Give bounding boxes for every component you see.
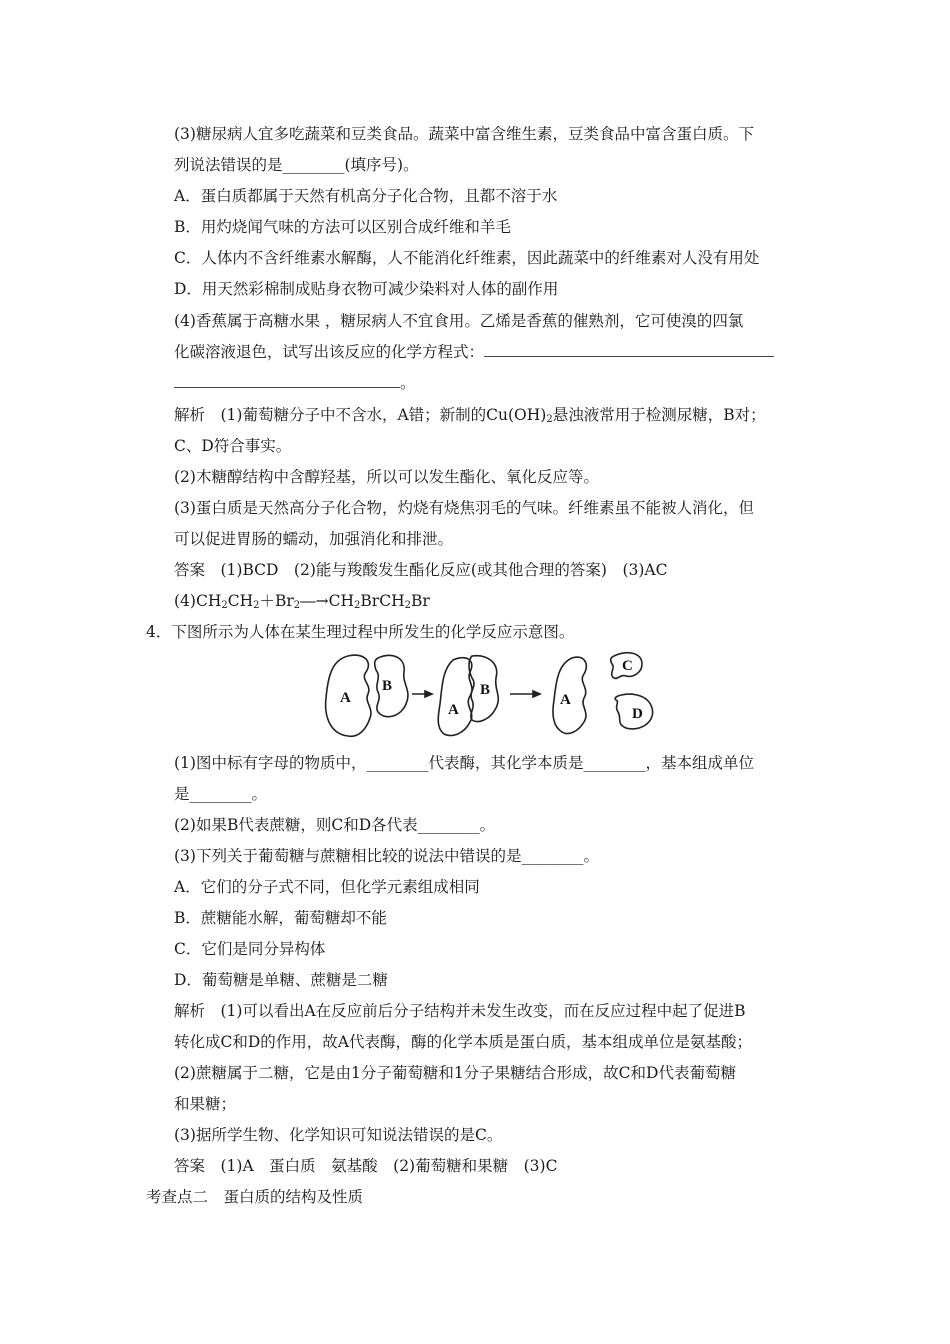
label-b: B xyxy=(480,682,491,698)
q3-option-d: D．用天然彩棉制成贴身衣物可减少染料对人体的副作用 xyxy=(174,280,559,298)
analysis2-line4: 和果糖； xyxy=(174,1095,237,1113)
q3-4-stem-line3 xyxy=(174,373,416,393)
q4-title: 4．下图所示为人体在某生理过程中所发生的化学反应示意图。 xyxy=(146,623,575,641)
answer1-line1: 答案 (1)BCD (2)能与羧酸发生酯化反应(或其他合理的答案) (3)AC xyxy=(174,561,668,579)
eq-part: ＋Br xyxy=(259,592,294,610)
subscript: 2 xyxy=(293,600,301,611)
subscript: 2 xyxy=(253,600,260,611)
analysis2-line5: (3)据所学生物、化学知识可知说法错误的是C。 xyxy=(174,1126,503,1144)
eq-part: CH xyxy=(227,592,254,610)
subscript: 2 xyxy=(546,414,553,425)
eq-part: (4)CH xyxy=(174,592,222,610)
answer2: 答案 (1)A 蛋白质 氨基酸 (2)葡萄糖和果糖 (3)C xyxy=(174,1157,558,1175)
analysis1-line2: C、D符合事实。 xyxy=(174,437,292,455)
enzyme-a-shape xyxy=(438,658,472,736)
answer-blank xyxy=(484,342,774,357)
subscript: 2 xyxy=(221,600,228,611)
analysis1-text-b: 悬浊液常用于检测尿糖，B对； xyxy=(552,406,766,424)
q4-option-b: B．蔗糖能水解，葡萄糖却不能 xyxy=(174,909,387,927)
label-c: C xyxy=(622,658,633,674)
q4-part2: (2)如果B代表蔗糖，则C和D各代表________。 xyxy=(174,816,496,834)
label-a: A xyxy=(560,692,571,708)
q3-4-stem-line2 xyxy=(174,342,774,362)
q3-4-stem-line1: (4)香蕉属于高糖水果 ，糖尿病人不宜食用。乙烯是香蕉的催熟剂，它可使溴的四氯 xyxy=(174,312,744,330)
analysis1-line5: 可以促进胃肠的蠕动，加强消化和排泄。 xyxy=(174,530,454,548)
subscript: 2 xyxy=(354,600,361,611)
label-a: A xyxy=(448,702,459,718)
label-a: A xyxy=(340,690,351,706)
q4-option-a: A．它们的分子式不同，但化学元素组成相同 xyxy=(174,878,480,896)
analysis2-line1: 解析 (1)可以看出A在反应前后分子结构并未发生改变，而在反应过程中起了促进B xyxy=(174,1002,746,1020)
analysis1-line3: (2)木糖醇结构中含醇羟基，所以可以发生酯化、氧化反应等。 xyxy=(174,468,599,486)
q4-part1-line2: 是________。 xyxy=(174,785,268,803)
q4-option-d: D．葡萄糖是单糖、蔗糖是二糖 xyxy=(174,971,388,989)
enzyme-reaction-diagram xyxy=(318,650,663,740)
analysis2-line3: (2)蔗糖属于二糖，它是由1分子葡萄糖和1分子果糖结合形成，故C和D代表葡萄糖 xyxy=(174,1064,736,1082)
q4-part3: (3)下列关于葡萄糖与蔗糖相比较的说法中错误的是________。 xyxy=(174,847,599,865)
analysis1-text-a: 解析 (1)葡萄糖分子中不含水，A错；新制的Cu(OH) xyxy=(174,406,547,424)
section-heading: 考查点二 蛋白质的结构及性质 xyxy=(146,1188,364,1206)
label-b: B xyxy=(382,678,393,694)
analysis1-line1 xyxy=(174,405,766,430)
answer-blank xyxy=(174,373,400,388)
label-d: D xyxy=(632,706,643,722)
eq-part: BrCH xyxy=(360,592,405,610)
q4-option-c: C．它们是同分异构体 xyxy=(174,940,326,958)
q3-option-b: B．用灼烧闻气味的方法可以区别合成纤维和羊毛 xyxy=(174,218,511,236)
answer1-equation xyxy=(174,591,430,616)
subscript: 2 xyxy=(404,600,411,611)
q4-part1-line1: (1)图中标有字母的物质中，________代表酶，其化学本质是________，基本组成单位 xyxy=(174,754,754,772)
q3-4-stem-text: 化碳溶液退色，试写出该反应的化学方程式： xyxy=(174,343,485,361)
eq-part: Br xyxy=(410,592,430,610)
q3-option-c: C．人体内不含纤维素水解酶，人不能消化纤维素，因此蔬菜中的纤维素对人没有用处 xyxy=(174,249,760,267)
analysis1-line4: (3)蛋白质是天然高分子化合物，灼烧有烧焦羽毛的气味。纤维素虽不能被人消化，但 xyxy=(174,499,754,517)
q3-stem-line2: 列说法错误的是________(填序号)。 xyxy=(174,156,419,174)
analysis2-line2: 转化成C和D的作用，故A代表酶，酶的化学本质是蛋白质，基本组成单位是氨基酸； xyxy=(174,1033,752,1051)
eq-part: ―→CH xyxy=(300,592,355,610)
q3-option-a: A．蛋白质都属于天然有机高分子化合物，且都不溶于水 xyxy=(174,187,558,205)
q3-stem-line1: (3)糖尿病人宜多吃蔬菜和豆类食品。蔬菜中富含维生素，豆类食品中富含蛋白质。下 xyxy=(174,125,754,143)
period: 。 xyxy=(400,374,416,392)
